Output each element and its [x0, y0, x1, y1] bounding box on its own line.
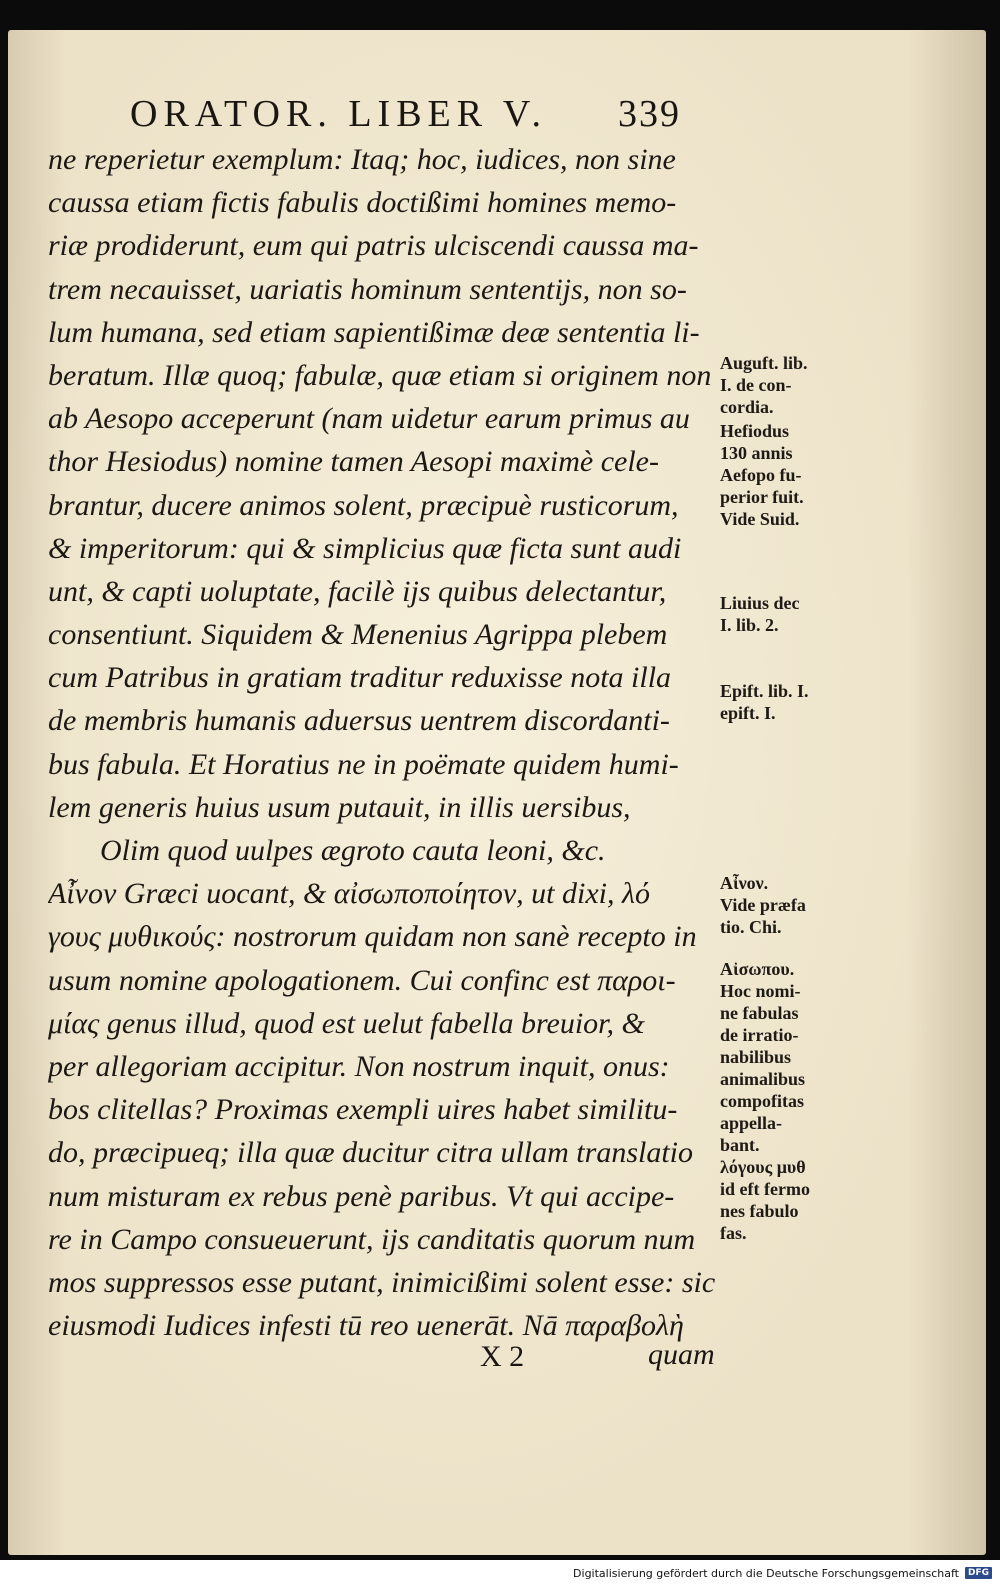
note-line: Epift. lib. I. — [720, 681, 809, 701]
dfg-logo: DFG — [965, 1567, 992, 1579]
note-line: cordia. — [720, 397, 774, 417]
running-header — [130, 92, 690, 142]
note-line: Hoc nomi- — [720, 981, 801, 1001]
note-line: bant. — [720, 1135, 760, 1155]
note-line: I. lib. 2. — [720, 615, 779, 635]
note-line: 130 annis — [720, 443, 793, 463]
note-line: id eft fermo — [720, 1179, 810, 1199]
text-line: μίας genus illud, quod est uelut fabella breuior, & — [48, 1006, 645, 1040]
text-line: Αἶνον Græci uocant, & αἰσωποποίητον, ut dixi, λό — [48, 877, 650, 911]
marginal-note-epistle — [720, 680, 850, 724]
catchword: quam — [648, 1338, 715, 1371]
text-line: usum nomine apologationem. Cui confinc est παροι- — [48, 963, 676, 997]
note-line: Liuius dec — [720, 593, 800, 613]
note-line: Αἰσωπου. — [720, 959, 795, 979]
text-line: thor Hesiodus) nomine tamen Aesopi maximè cele- — [48, 445, 659, 479]
text-line: bus fabula. Et Horatius ne in poëmate quidem humi- — [48, 747, 679, 781]
note-line: nes fabulo — [720, 1201, 799, 1221]
text-line: lum humana, sed etiam sapientißimæ deæ sententia li- — [48, 315, 700, 349]
marginal-note-fables — [720, 958, 850, 1244]
text-line: & imperitorum: qui & simplicius quæ ficta sunt audi — [48, 531, 682, 565]
note-line: Hefiodus — [720, 421, 790, 441]
text-line: cum Patribus in gratiam traditur reduxisse nota illa — [48, 661, 672, 695]
text-line: brantur, ducere animos solent, præcipuè rusticorum, — [48, 488, 679, 522]
marginal-note-ainon — [720, 872, 850, 938]
note-line: nabilibus — [720, 1047, 792, 1067]
note-line: I. de con- — [720, 375, 792, 395]
signature-mark: X 2 — [480, 1340, 525, 1373]
text-line: consentiunt. Siquidem & Menenius Agrippa plebem — [48, 618, 668, 652]
digitization-credit — [573, 1562, 992, 1584]
note-line: de irratio- — [720, 1025, 799, 1045]
text-line: eiusmodi Iudices infesti tū reo uenerāt. Nā παραβολὴ — [48, 1309, 684, 1343]
note-line: Αἶνον. — [720, 873, 769, 893]
text-line: γους μυθικούς: nostrorum quidam non sanè recepto in — [48, 920, 697, 954]
running-title: ORATOR. LIBER V. — [130, 93, 547, 135]
text-line: riæ prodiderunt, eum qui patris ulciscendi caussa ma- — [48, 229, 699, 263]
verse-quotation: Olim quod uulpes ægroto cauta leoni, &c. — [100, 834, 606, 867]
text-line: caussa etiam fictis fabulis doctißimi homines memo- — [48, 186, 677, 220]
note-line: appella- — [720, 1113, 783, 1133]
note-line: Aefopo fu- — [720, 465, 802, 485]
text-line: de membris humanis aduersus uentrem discordanti- — [48, 704, 670, 738]
note-line: Vide Suid. — [720, 509, 800, 529]
note-line: animalibus — [720, 1069, 806, 1089]
text-line: re in Campo consueuerunt, ijs canditatis quorum num — [48, 1222, 696, 1256]
page-number: 339 — [618, 93, 681, 135]
text-line: trem necauisset, uariatis hominum sententijs, non so- — [48, 272, 687, 306]
text-line: per allegoriam accipitur. Non nostrum inquit, onus: — [48, 1049, 670, 1083]
text-line: bos clitellas? Proximas exempli uires habet similitu- — [48, 1093, 678, 1127]
text-line: beratum. Illæ quoq; fabulæ, quæ etiam si originem non — [48, 358, 712, 392]
text-line: unt, & capti uoluptate, facilè ijs quibus delectantur, — [48, 574, 667, 608]
note-line: Vide præfa — [720, 895, 806, 915]
note-line: perior fuit. — [720, 487, 804, 507]
note-line: fas. — [720, 1223, 747, 1243]
text-line: ne reperietur exemplum: Itaq; hoc, iudices, non sine — [48, 143, 676, 176]
note-line: λόγους μυθ — [720, 1157, 806, 1177]
credit-text: Digitalisierung gefördert durch die Deutsche Forschungsgemeinschaft — [573, 1566, 959, 1580]
marginal-note-livy — [720, 592, 850, 636]
marginal-note-augustine — [720, 352, 850, 418]
note-line: Auguft. lib. — [720, 353, 808, 373]
text-line: do, præcipueq; illa quæ ducitur citra ullam translatio — [48, 1136, 693, 1170]
note-line: epift. I. — [720, 703, 776, 723]
note-line: ne fabulas — [720, 1003, 799, 1023]
text-line: mos suppressos esse putant, inimicißimi solent esse: sic — [48, 1265, 716, 1299]
main-text-block — [48, 138, 718, 1347]
text-line: num misturam ex rebus penè paribus. Vt qui accipe- — [48, 1179, 675, 1213]
note-line: compofitas — [720, 1091, 804, 1111]
text-line: lem generis huius usum putauit, in illis uersibus, — [48, 790, 631, 824]
note-line: tio. Chi. — [720, 917, 782, 937]
text-line: ab Aesopo acceperunt (nam uidetur earum primus au — [48, 402, 690, 436]
marginal-note-hesiod — [720, 420, 850, 530]
